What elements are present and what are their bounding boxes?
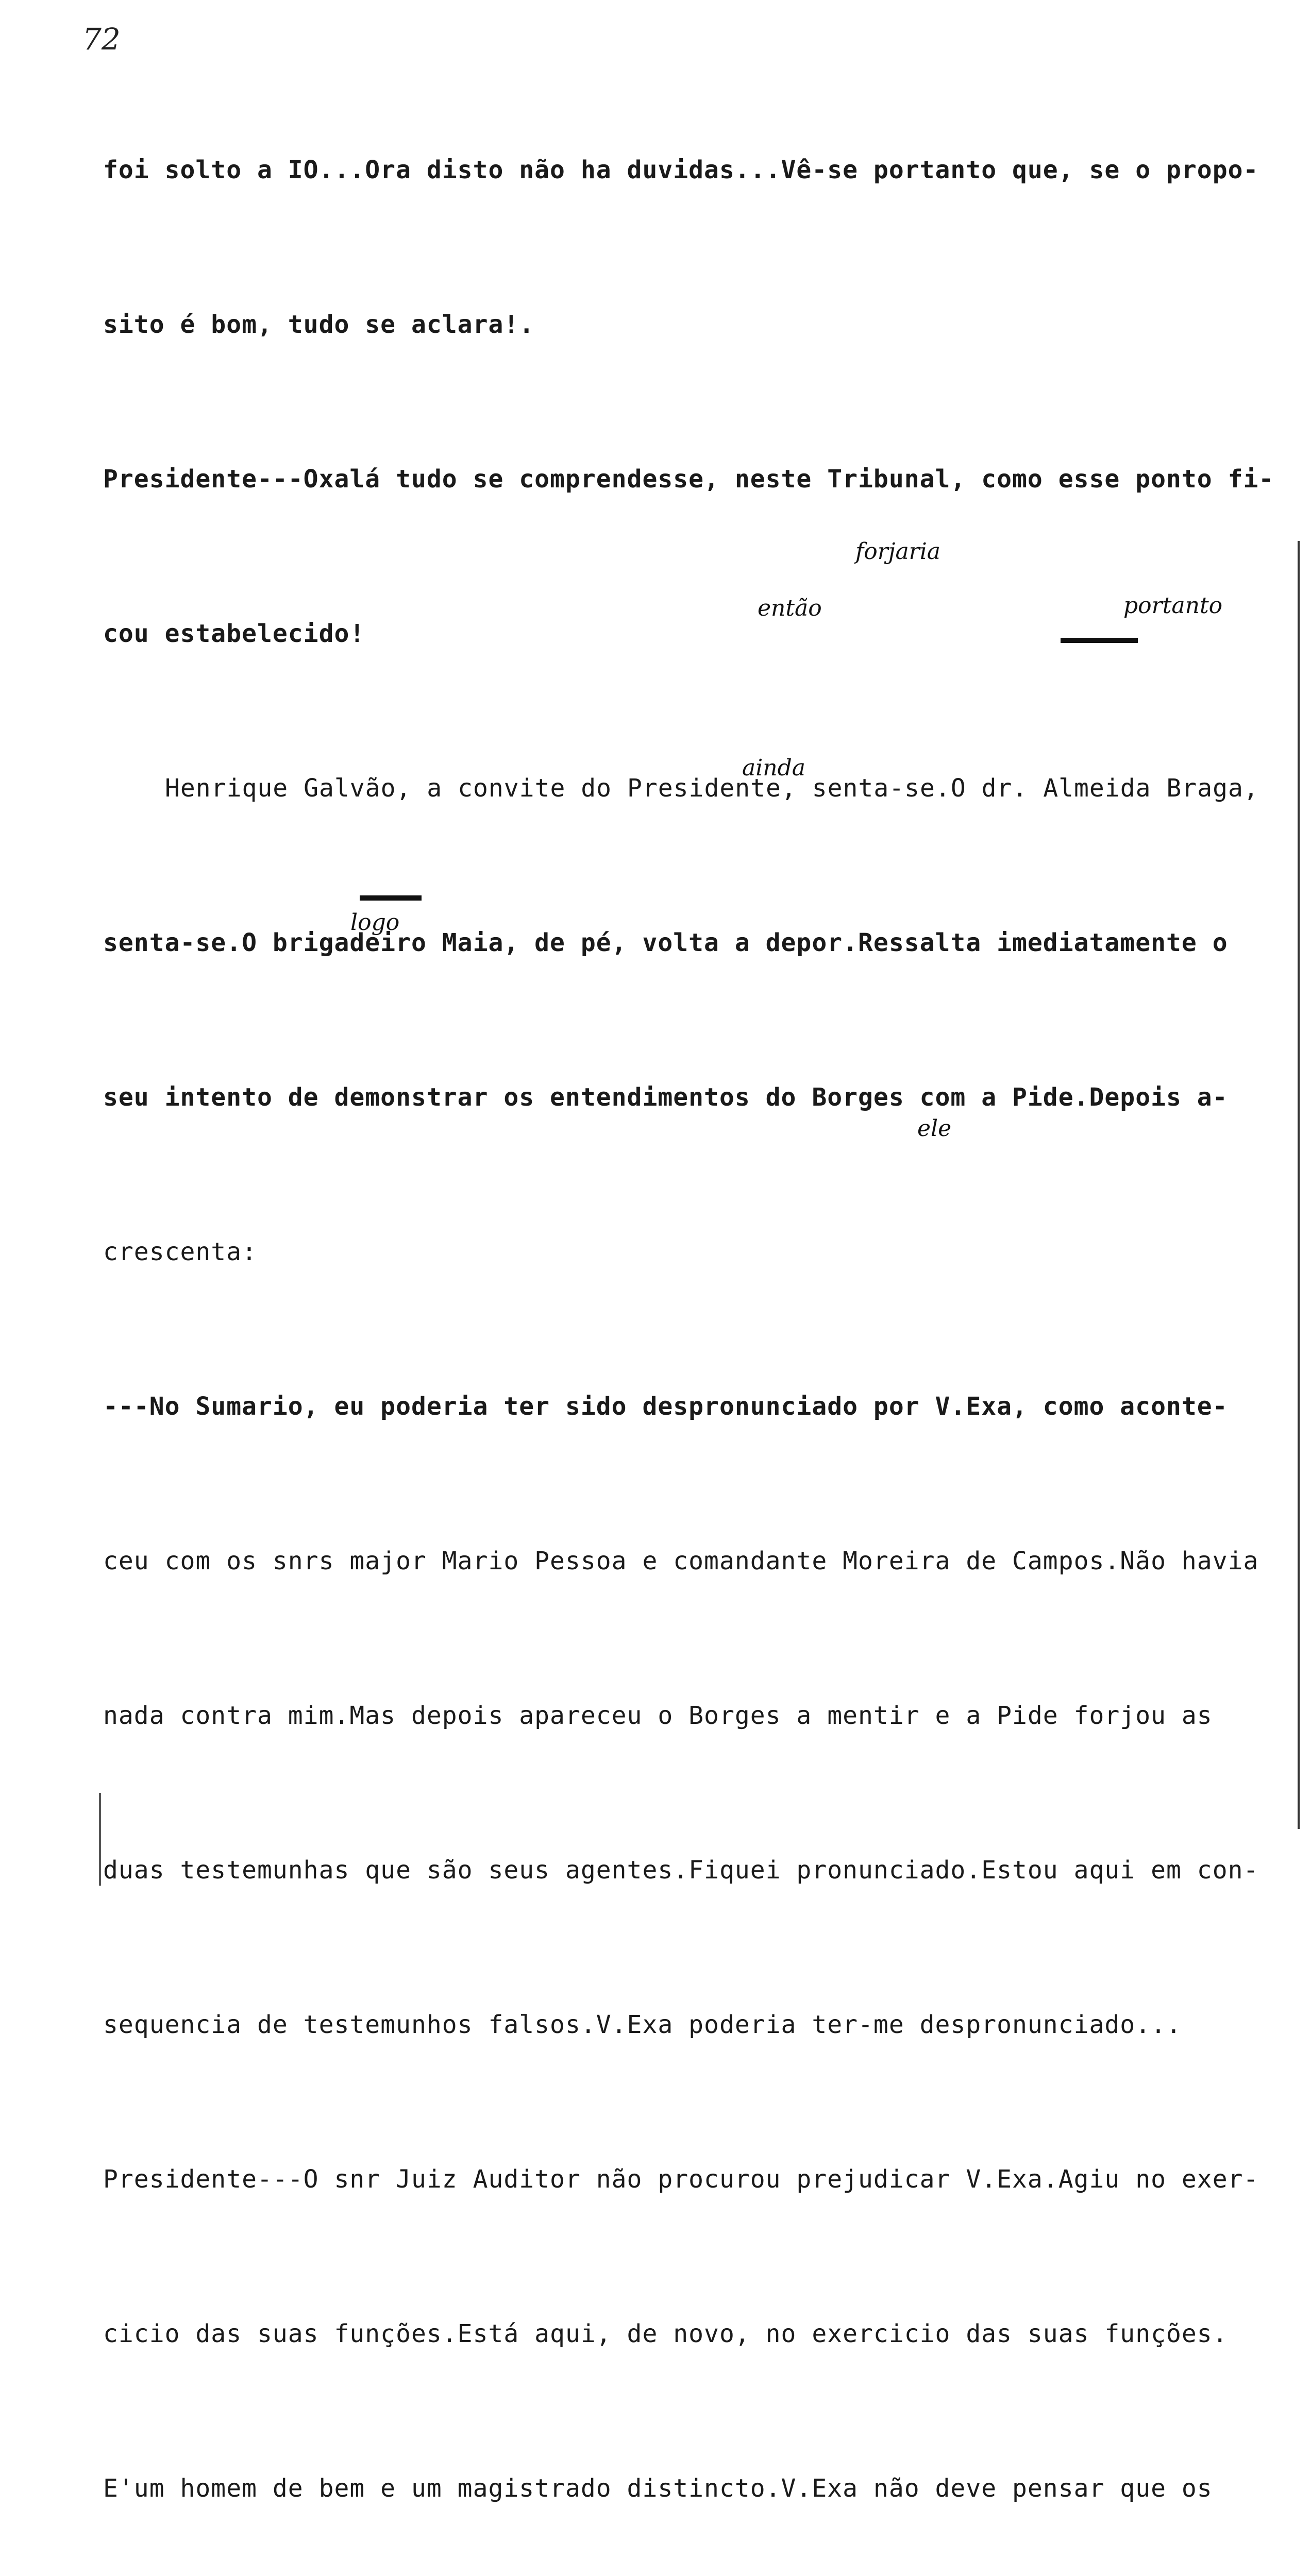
text-line: ---No Sumario, eu poderia ter sido despronunciado por V.Exa, como aconte-: [103, 1392, 1228, 1421]
text-line: Presidente---O snr Juiz Auditor não procurou prejudicar V.Exa.Agiu no exer-: [103, 2165, 1259, 2194]
text-line: cou estabelecido!: [103, 619, 365, 648]
handwritten-annotation: então: [758, 595, 822, 621]
handwritten-annotation: forjaria: [855, 538, 941, 565]
handwritten-annotation: portanto: [1123, 592, 1223, 619]
text-line: Henrique Galvão, a convite do Presidente, senta-se.O dr. Almeida Braga,: [165, 774, 1259, 803]
text-line: ceu com os snrs major Mario Pessoa e comandante Moreira de Campos.Não havia: [103, 1547, 1259, 1575]
text-line: sito é bom, tudo se aclara!.: [103, 310, 535, 339]
handwritten-annotation: ainda: [742, 755, 806, 781]
strike-through-mark: [1061, 638, 1138, 643]
text-line: seu intento de demonstrar os entendimentos do Borges com a Pide.Depois a-: [103, 1083, 1228, 1112]
handwritten-annotation: ele: [917, 1115, 952, 1142]
text-line: senta-se.O brigadeiro Maia, de pé, volta a depor.Ressalta imediatamente o: [103, 928, 1228, 957]
strike-through-mark: [360, 895, 422, 901]
text-line: cicio das suas funções.Está aqui, de novo, no exercicio das suas funções.: [103, 2319, 1228, 2348]
text-line: crescenta:: [103, 1238, 257, 1266]
handwritten-annotation: logo: [350, 909, 400, 936]
text-line: foi solto a IO...Ora disto não ha duvidas...Vê-se portanto que, se o propo-: [103, 156, 1259, 184]
page-edge-line: [1298, 541, 1300, 1829]
text-line: duas testemunhas que são seus agentes.Fiquei pronunciado.Estou aqui em con-: [103, 1856, 1259, 1885]
text-line: E'um homem de bem e um magistrado distincto.V.Exa não deve pensar que os: [103, 2474, 1213, 2503]
text-line: Presidente---Oxalá tudo se comprendesse, neste Tribunal, como esse ponto fi-: [103, 465, 1274, 494]
typed-transcript: [103, 41, 1274, 2576]
text-line: nada contra mim.Mas depois apareceu o Borges a mentir e a Pide forjou as: [103, 1701, 1213, 1730]
page-number: 72: [82, 22, 121, 57]
text-line: sequencia de testemunhos falsos.V.Exa poderia ter-me despronunciado...: [103, 2010, 1182, 2039]
page-edge-line: [99, 1793, 101, 1886]
